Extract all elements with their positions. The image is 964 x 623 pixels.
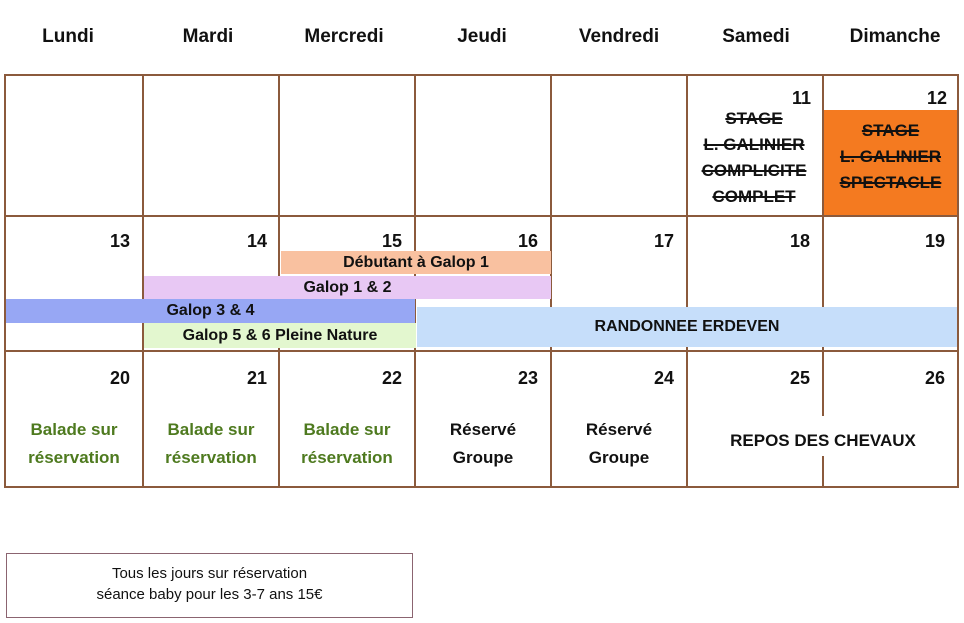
date-22: 22 xyxy=(381,368,402,388)
balade-mercredi-line-1: Balade sur xyxy=(303,420,391,439)
balade-mardi-line-2: réservation xyxy=(165,448,257,467)
bar-randonnee-erdeven[interactable] xyxy=(417,307,957,347)
balade-lundi-line-2: réservation xyxy=(28,448,120,467)
bar-galop12-label: Galop 1 & 2 xyxy=(303,278,392,296)
date-20: 20 xyxy=(109,368,130,388)
date-24: 24 xyxy=(653,368,674,388)
info-note-box xyxy=(6,553,413,618)
header-mercredi: Mercredi xyxy=(304,26,384,47)
balade-mercredi xyxy=(280,416,414,472)
bar-debutant-label: Débutant à Galop 1 xyxy=(343,253,489,271)
bar-randonnee-label: RANDONNEE ERDEVEN xyxy=(594,318,780,335)
info-note-line-1: Tous les jours sur réservation xyxy=(111,565,308,582)
samedi-line-2: L. GALINIER xyxy=(703,135,805,154)
bar-galop-1-2[interactable] xyxy=(144,276,551,299)
samedi-stage-text xyxy=(688,106,820,210)
balade-lundi-line-1: Balade sur xyxy=(30,420,118,439)
date-17: 17 xyxy=(653,231,674,251)
date-12: 12 xyxy=(926,88,947,108)
date-16: 16 xyxy=(517,231,538,251)
date-21: 21 xyxy=(246,368,267,388)
date-18: 18 xyxy=(789,231,810,251)
date-26: 26 xyxy=(924,368,945,388)
header-mardi: Mardi xyxy=(182,26,234,47)
dimanche-stage-text xyxy=(823,118,958,196)
samedi-line-1: STAGE xyxy=(725,109,783,128)
reserve-jeudi xyxy=(416,416,550,472)
grid-line-bottom xyxy=(4,486,959,488)
bar-galop56-label: Galop 5 & 6 Pleine Nature xyxy=(182,326,378,344)
dimanche-line-3: SPECTACLE xyxy=(839,173,942,192)
header-jeudi: Jeudi xyxy=(457,26,507,47)
repos-des-chevaux: REPOS DES CHEVAUX xyxy=(730,431,916,450)
balade-mardi-line-1: Balade sur xyxy=(167,420,255,439)
bar-galop-3-4[interactable] xyxy=(6,299,415,323)
balade-mercredi-line-2: réservation xyxy=(301,448,393,467)
grid-line-row2 xyxy=(4,215,959,217)
header-samedi: Samedi xyxy=(722,26,790,47)
balade-mardi xyxy=(144,416,278,472)
reserve-vendredi-line-2: Groupe xyxy=(588,448,650,467)
header-lundi: Lundi xyxy=(42,26,94,47)
header-vendredi: Vendredi xyxy=(578,26,660,47)
date-19: 19 xyxy=(924,231,945,251)
date-15: 15 xyxy=(381,231,402,251)
samedi-line-4: COMPLET xyxy=(712,187,796,206)
grid-line-row3 xyxy=(4,350,959,352)
date-13: 13 xyxy=(109,231,130,251)
info-note-line-2: séance baby pour les 3-7 ans 15€ xyxy=(96,586,323,603)
date-14: 14 xyxy=(246,231,267,251)
bar-debutant-galop1[interactable] xyxy=(281,251,551,274)
dimanche-line-1: STAGE xyxy=(861,121,920,140)
samedi-line-3: COMPLICITE xyxy=(701,161,807,180)
grid-line-top xyxy=(4,74,959,76)
bar-galop-5-6[interactable] xyxy=(144,323,416,348)
header-dimanche: Dimanche xyxy=(849,26,941,47)
reserve-jeudi-line-1: Réservé xyxy=(449,420,517,439)
reserve-vendredi-line-1: Réservé xyxy=(585,420,653,439)
reserve-vendredi xyxy=(552,416,686,472)
date-23: 23 xyxy=(517,368,538,388)
bar-galop34-label: Galop 3 & 4 xyxy=(166,302,255,319)
balade-lundi xyxy=(6,416,142,472)
reserve-jeudi-line-2: Groupe xyxy=(452,448,514,467)
date-11: 11 xyxy=(791,88,811,108)
dimanche-line-2: L. GALINIER xyxy=(839,147,942,166)
date-25: 25 xyxy=(789,368,810,388)
